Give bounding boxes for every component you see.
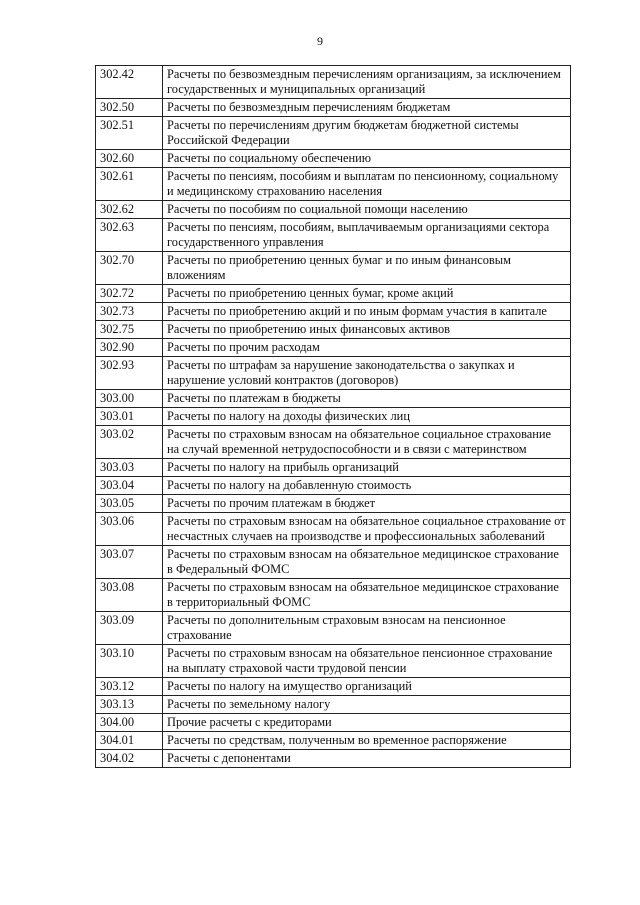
table-row	[96, 714, 571, 732]
account-code: 303.09	[96, 612, 163, 645]
account-name: Прочие расчеты с кредиторами	[163, 714, 571, 732]
account-name: Расчеты по приобретению ценных бумаг, кроме акций	[163, 285, 571, 303]
table-row	[96, 477, 571, 495]
account-code: 302.73	[96, 303, 163, 321]
table-row	[96, 168, 571, 201]
page-number: 9	[317, 34, 323, 48]
table-row	[96, 513, 571, 546]
table-row	[96, 732, 571, 750]
account-code: 302.60	[96, 150, 163, 168]
account-name: Расчеты по приобретению ценных бумаг и по иным финансовым вложениям	[163, 252, 571, 285]
account-code: 302.75	[96, 321, 163, 339]
account-code: 302.70	[96, 252, 163, 285]
table-row	[96, 66, 571, 99]
account-name: Расчеты по штрафам за нарушение законодательства о закупках и нарушение условий контрактов (договоров)	[163, 357, 571, 390]
table-row	[96, 750, 571, 768]
account-name: Расчеты по пенсиям, пособиям, выплачиваемым организациями сектора государственного управления	[163, 219, 571, 252]
account-code: 302.42	[96, 66, 163, 99]
account-name: Расчеты по налогу на прибыль организаций	[163, 459, 571, 477]
account-name: Расчеты по безвозмездным перечислениям бюджетам	[163, 99, 571, 117]
table-row	[96, 339, 571, 357]
account-code: 302.63	[96, 219, 163, 252]
account-name: Расчеты по перечислениям другим бюджетам бюджетной системы Российской Федерации	[163, 117, 571, 150]
account-name: Расчеты по прочим платежам в бюджет	[163, 495, 571, 513]
account-code: 303.01	[96, 408, 163, 426]
account-code: 304.01	[96, 732, 163, 750]
table-row	[96, 426, 571, 459]
table-row	[96, 696, 571, 714]
account-code: 303.10	[96, 645, 163, 678]
table-row	[96, 579, 571, 612]
table-row	[96, 201, 571, 219]
table-row	[96, 321, 571, 339]
table-row	[96, 285, 571, 303]
table-row	[96, 678, 571, 696]
table-row	[96, 495, 571, 513]
account-code: 302.61	[96, 168, 163, 201]
table-row	[96, 612, 571, 645]
account-name: Расчеты по страховым взносам на обязательное социальное страхование на случай временной нетрудоспособности и в связи с материнством	[163, 426, 571, 459]
account-code: 303.12	[96, 678, 163, 696]
account-name: Расчеты с депонентами	[163, 750, 571, 768]
account-code: 302.93	[96, 357, 163, 390]
account-code: 303.05	[96, 495, 163, 513]
account-code: 304.02	[96, 750, 163, 768]
table-row	[96, 390, 571, 408]
account-name: Расчеты по безвозмездным перечислениям организациям, за исключением государственных и муниципальных организаций	[163, 66, 571, 99]
account-name: Расчеты по налогу на имущество организаций	[163, 678, 571, 696]
table-row	[96, 408, 571, 426]
account-code: 304.00	[96, 714, 163, 732]
table-row	[96, 645, 571, 678]
account-name: Расчеты по налогу на доходы физических лиц	[163, 408, 571, 426]
table-row	[96, 546, 571, 579]
account-name: Расчеты по страховым взносам на обязательное социальное страхование от несчастных случаев на производстве и профессиональных заболеваний	[163, 513, 571, 546]
account-code: 303.08	[96, 579, 163, 612]
account-name: Расчеты по приобретению акций и по иным формам участия в капитале	[163, 303, 571, 321]
account-name: Расчеты по страховым взносам на обязательное медицинское страхование в территориальный ФОМС	[163, 579, 571, 612]
accounts-table	[95, 65, 571, 768]
account-name: Расчеты по социальному обеспечению	[163, 150, 571, 168]
accounts-table-body	[96, 66, 571, 768]
account-code: 303.02	[96, 426, 163, 459]
table-row	[96, 357, 571, 390]
account-code: 303.07	[96, 546, 163, 579]
table-row	[96, 219, 571, 252]
table-row	[96, 252, 571, 285]
account-code: 303.03	[96, 459, 163, 477]
account-name: Расчеты по страховым взносам на обязательное пенсионное страхование на выплату страховой части трудовой пенсии	[163, 645, 571, 678]
account-name: Расчеты по дополнительным страховым взносам на пенсионное страхование	[163, 612, 571, 645]
table-row	[96, 459, 571, 477]
account-name: Расчеты по приобретению иных финансовых активов	[163, 321, 571, 339]
table-row	[96, 99, 571, 117]
account-code: 303.00	[96, 390, 163, 408]
account-code: 303.06	[96, 513, 163, 546]
table-row	[96, 303, 571, 321]
account-name: Расчеты по налогу на добавленную стоимость	[163, 477, 571, 495]
account-code: 302.72	[96, 285, 163, 303]
account-name: Расчеты по пособиям по социальной помощи населению	[163, 201, 571, 219]
table-row	[96, 117, 571, 150]
account-code: 303.04	[96, 477, 163, 495]
account-name: Расчеты по страховым взносам на обязательное медицинское страхование в Федеральный ФОМС	[163, 546, 571, 579]
account-name: Расчеты по земельному налогу	[163, 696, 571, 714]
account-name: Расчеты по пенсиям, пособиям и выплатам по пенсионному, социальному и медицинскому страхованию населения	[163, 168, 571, 201]
account-code: 302.90	[96, 339, 163, 357]
account-name: Расчеты по платежам в бюджеты	[163, 390, 571, 408]
account-name: Расчеты по средствам, полученным во временное распоряжение	[163, 732, 571, 750]
table-row	[96, 150, 571, 168]
account-code: 303.13	[96, 696, 163, 714]
account-code: 302.51	[96, 117, 163, 150]
account-name: Расчеты по прочим расходам	[163, 339, 571, 357]
account-code: 302.50	[96, 99, 163, 117]
account-code: 302.62	[96, 201, 163, 219]
